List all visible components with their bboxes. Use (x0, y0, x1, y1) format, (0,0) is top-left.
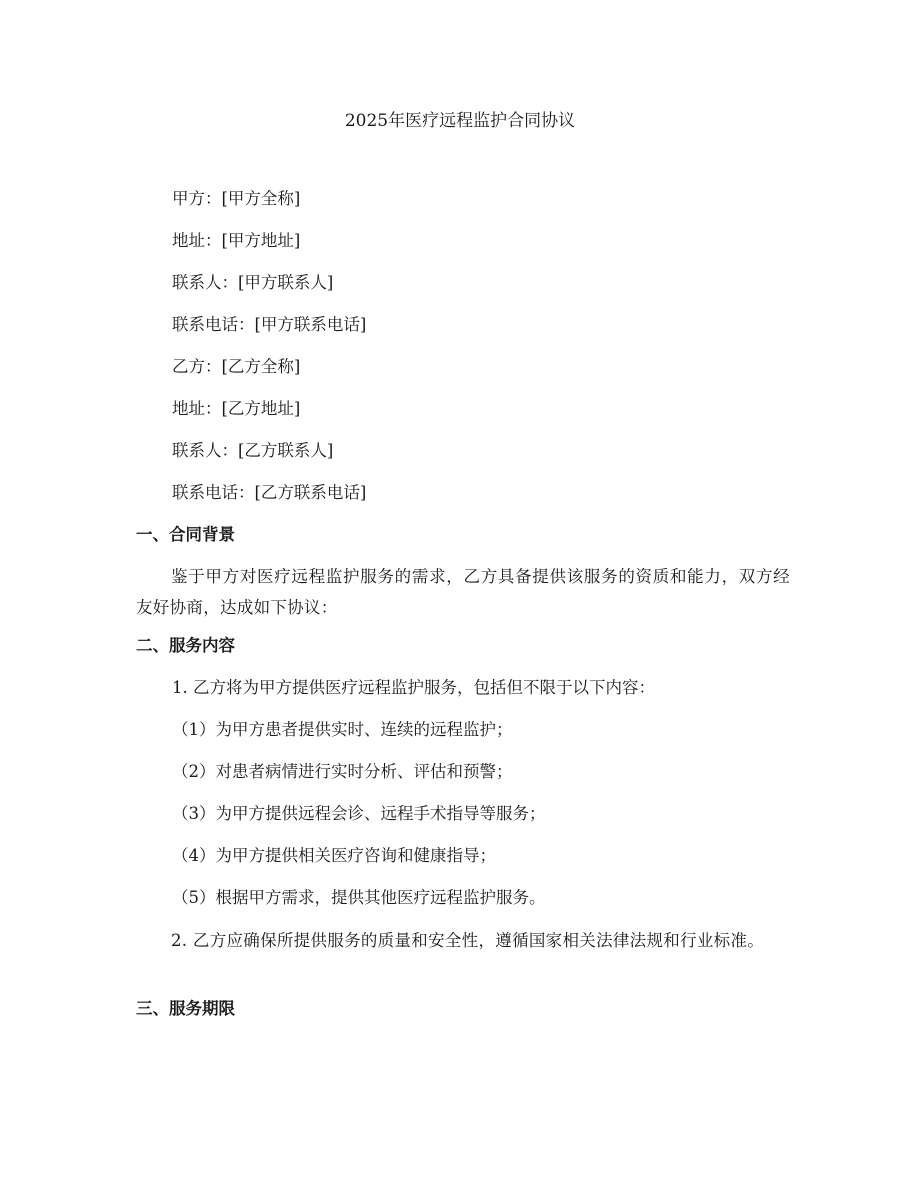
services-item-2: 2. 乙方应确保所提供服务的质量和安全性，遵循国家相关法律法规和行业标准。 (171, 931, 765, 950)
party-b-address: 地址：[乙方地址] (172, 399, 301, 418)
background-paragraph: 鉴于甲方对医疗远程监护服务的需求，乙方具备提供该服务的资质和能力，双方经友好协商，达成如下协议： (136, 567, 790, 617)
section-heading-services: 二、服务内容 (136, 636, 235, 655)
party-a-contact: 联系人：[甲方联系人] (172, 273, 334, 292)
services-subitem-4: （4）为甲方提供相关医疗咨询和健康指导； (172, 846, 496, 865)
services-item-1: 1. 乙方将为甲方提供医疗远程监护服务，包括但不限于以下内容： (172, 678, 655, 697)
party-a-name: 甲方：[甲方全称] (172, 189, 301, 208)
party-b-phone: 联系电话：[乙方联系电话] (172, 483, 367, 502)
section-heading-term: 三、服务期限 (136, 999, 235, 1018)
party-b-contact: 联系人：[乙方联系人] (172, 441, 334, 460)
party-b-name: 乙方：[乙方全称] (172, 357, 301, 376)
party-a-phone: 联系电话：[甲方联系电话] (172, 315, 367, 334)
services-subitem-3: （3）为甲方提供远程会诊、远程手术指导等服务； (172, 804, 546, 823)
services-subitem-2: （2）对患者病情进行实时分析、评估和预警； (172, 762, 513, 781)
document-title: 2025年医疗远程监护合同协议 (344, 111, 576, 131)
services-subitem-1: （1）为甲方患者提供实时、连续的远程监护； (172, 720, 513, 739)
services-subitem-5: （5）根据甲方需求，提供其他医疗远程监护服务。 (172, 888, 546, 907)
party-a-address: 地址：[甲方地址] (172, 231, 301, 250)
section-heading-background: 一、合同背景 (136, 525, 235, 544)
